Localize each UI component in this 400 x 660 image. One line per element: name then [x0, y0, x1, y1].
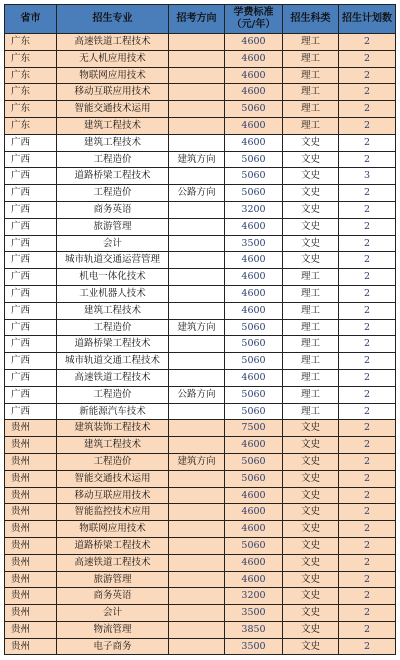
cell-plan: 2	[339, 369, 396, 386]
cell-direction	[169, 201, 225, 218]
cell-major: 工程造价	[57, 386, 169, 403]
cell-province: 贵州	[5, 420, 57, 437]
cell-category: 文史	[283, 420, 339, 437]
cell-plan: 2	[339, 67, 396, 84]
table-row	[5, 571, 396, 588]
cell-fee: 3500	[225, 605, 283, 622]
cell-province: 广西	[5, 269, 57, 286]
cell-fee: 4600	[225, 134, 283, 151]
cell-plan: 3	[339, 168, 396, 185]
cell-plan: 2	[339, 151, 396, 168]
cell-province: 广西	[5, 336, 57, 353]
cell-plan: 2	[339, 319, 396, 336]
cell-province: 贵州	[5, 571, 57, 588]
cell-plan: 2	[339, 117, 396, 134]
cell-direction	[169, 117, 225, 134]
cell-fee: 5060	[225, 537, 283, 554]
cell-province: 贵州	[5, 537, 57, 554]
cell-category: 文史	[283, 185, 339, 202]
cell-province: 贵州	[5, 605, 57, 622]
table-header	[5, 5, 396, 34]
cell-category: 理工	[283, 84, 339, 101]
cell-direction	[169, 134, 225, 151]
cell-category: 文史	[283, 201, 339, 218]
cell-province: 广西	[5, 252, 57, 269]
cell-direction	[169, 588, 225, 605]
cell-fee: 4600	[225, 67, 283, 84]
cell-direction	[169, 50, 225, 67]
table-row	[5, 638, 396, 655]
cell-plan: 2	[339, 437, 396, 454]
cell-major: 智能交通技术运用	[57, 470, 169, 487]
cell-plan: 2	[339, 353, 396, 370]
cell-plan: 2	[339, 403, 396, 420]
cell-fee: 4600	[225, 218, 283, 235]
cell-major: 物联网应用技术	[57, 67, 169, 84]
cell-category: 文史	[283, 134, 339, 151]
cell-fee: 4600	[225, 487, 283, 504]
cell-province: 贵州	[5, 554, 57, 571]
cell-major: 高速铁道工程技术	[57, 554, 169, 571]
cell-major: 道路桥梁工程技术	[57, 336, 169, 353]
cell-plan: 2	[339, 521, 396, 538]
cell-category: 文史	[283, 168, 339, 185]
cell-direction	[169, 67, 225, 84]
cell-province: 广西	[5, 353, 57, 370]
cell-direction	[169, 34, 225, 51]
cell-plan: 2	[339, 386, 396, 403]
cell-fee: 4600	[225, 504, 283, 521]
cell-major: 新能源汽车技术	[57, 403, 169, 420]
table-row	[5, 134, 396, 151]
cell-category: 理工	[283, 117, 339, 134]
cell-direction	[169, 252, 225, 269]
cell-province: 广西	[5, 386, 57, 403]
cell-major: 旅游管理	[57, 218, 169, 235]
cell-fee: 4600	[225, 50, 283, 67]
cell-category: 理工	[283, 285, 339, 302]
table-row	[5, 453, 396, 470]
cell-fee: 7500	[225, 420, 283, 437]
cell-province: 广西	[5, 319, 57, 336]
cell-direction: 公路方向	[169, 386, 225, 403]
cell-province: 广东	[5, 84, 57, 101]
cell-fee: 4600	[225, 369, 283, 386]
cell-category: 理工	[283, 369, 339, 386]
cell-fee: 5060	[225, 151, 283, 168]
cell-fee: 5060	[225, 386, 283, 403]
table-row	[5, 117, 396, 134]
cell-major: 道路桥梁工程技术	[57, 168, 169, 185]
cell-direction	[169, 369, 225, 386]
cell-province: 广西	[5, 201, 57, 218]
cell-direction	[169, 403, 225, 420]
cell-fee: 3850	[225, 621, 283, 638]
cell-category: 文史	[283, 621, 339, 638]
cell-direction	[169, 537, 225, 554]
cell-plan: 2	[339, 621, 396, 638]
table-row	[5, 621, 396, 638]
header-major: 招生专业	[57, 5, 169, 34]
cell-plan: 2	[339, 235, 396, 252]
cell-direction	[169, 235, 225, 252]
cell-plan: 2	[339, 34, 396, 51]
header-fee: 学费标准（元/年）	[225, 5, 283, 34]
cell-plan: 2	[339, 252, 396, 269]
cell-plan: 2	[339, 504, 396, 521]
cell-category: 文史	[283, 504, 339, 521]
cell-major: 旅游管理	[57, 571, 169, 588]
cell-category: 文史	[283, 638, 339, 655]
cell-major: 道路桥梁工程技术	[57, 537, 169, 554]
cell-category: 文史	[283, 588, 339, 605]
cell-plan: 2	[339, 285, 396, 302]
cell-category: 理工	[283, 67, 339, 84]
cell-fee: 5060	[225, 336, 283, 353]
cell-province: 广西	[5, 134, 57, 151]
table-row	[5, 437, 396, 454]
cell-category: 文史	[283, 235, 339, 252]
cell-direction	[169, 420, 225, 437]
cell-fee: 3500	[225, 638, 283, 655]
cell-category: 文史	[283, 605, 339, 622]
cell-category: 文史	[283, 453, 339, 470]
table-row	[5, 554, 396, 571]
cell-direction	[169, 84, 225, 101]
cell-plan: 2	[339, 487, 396, 504]
cell-category: 理工	[283, 336, 339, 353]
table-row	[5, 521, 396, 538]
cell-province: 广西	[5, 285, 57, 302]
cell-province: 贵州	[5, 621, 57, 638]
cell-fee: 4600	[225, 571, 283, 588]
cell-province: 广西	[5, 235, 57, 252]
cell-province: 广西	[5, 218, 57, 235]
cell-major: 物流管理	[57, 621, 169, 638]
table-row	[5, 185, 396, 202]
cell-category: 文史	[283, 554, 339, 571]
cell-category: 文史	[283, 537, 339, 554]
table-row	[5, 420, 396, 437]
cell-fee: 4600	[225, 84, 283, 101]
cell-fee: 5060	[225, 453, 283, 470]
table-row	[5, 386, 396, 403]
cell-category: 理工	[283, 302, 339, 319]
cell-major: 物联网应用技术	[57, 521, 169, 538]
cell-major: 工程造价	[57, 151, 169, 168]
cell-direction	[169, 621, 225, 638]
cell-category: 理工	[283, 386, 339, 403]
cell-major: 移动互联应用技术	[57, 487, 169, 504]
cell-fee: 3200	[225, 588, 283, 605]
cell-fee: 5060	[225, 185, 283, 202]
cell-province: 贵州	[5, 437, 57, 454]
cell-fee: 3500	[225, 235, 283, 252]
cell-fee: 4600	[225, 117, 283, 134]
table-row	[5, 269, 396, 286]
cell-direction: 公路方向	[169, 185, 225, 202]
table-row	[5, 403, 396, 420]
cell-direction	[169, 470, 225, 487]
cell-category: 文史	[283, 218, 339, 235]
cell-fee: 4600	[225, 34, 283, 51]
cell-category: 文史	[283, 252, 339, 269]
table-row	[5, 588, 396, 605]
table-body	[5, 34, 396, 655]
cell-plan: 2	[339, 101, 396, 118]
cell-direction: 建筑方向	[169, 151, 225, 168]
cell-major: 建筑工程技术	[57, 437, 169, 454]
cell-direction	[169, 218, 225, 235]
table-row	[5, 67, 396, 84]
cell-direction	[169, 571, 225, 588]
header-category: 招生科类	[283, 5, 339, 34]
cell-plan: 2	[339, 134, 396, 151]
cell-category: 文史	[283, 571, 339, 588]
cell-major: 机电一体化技术	[57, 269, 169, 286]
cell-major: 建筑装饰工程技术	[57, 420, 169, 437]
table-row	[5, 369, 396, 386]
cell-category: 理工	[283, 319, 339, 336]
cell-direction	[169, 302, 225, 319]
cell-direction	[169, 336, 225, 353]
cell-major: 工程造价	[57, 319, 169, 336]
cell-plan: 2	[339, 638, 396, 655]
cell-province: 广东	[5, 50, 57, 67]
cell-province: 广西	[5, 185, 57, 202]
cell-province: 贵州	[5, 588, 57, 605]
header-province: 省市	[5, 5, 57, 34]
cell-direction	[169, 605, 225, 622]
cell-province: 广西	[5, 302, 57, 319]
table-row	[5, 537, 396, 554]
admission-plan-table-container	[4, 4, 396, 655]
cell-category: 理工	[283, 353, 339, 370]
cell-direction	[169, 487, 225, 504]
cell-major: 商务英语	[57, 588, 169, 605]
cell-province: 贵州	[5, 487, 57, 504]
cell-direction	[169, 504, 225, 521]
cell-category: 文史	[283, 437, 339, 454]
cell-direction: 建筑方向	[169, 319, 225, 336]
cell-fee: 5060	[225, 403, 283, 420]
cell-category: 文史	[283, 521, 339, 538]
table-row	[5, 504, 396, 521]
cell-major: 城市轨道交通运营管理	[57, 252, 169, 269]
cell-direction	[169, 285, 225, 302]
cell-direction	[169, 638, 225, 655]
table-row	[5, 336, 396, 353]
table-row	[5, 470, 396, 487]
cell-major: 智能交通技术运用	[57, 101, 169, 118]
cell-direction	[169, 101, 225, 118]
cell-fee: 5060	[225, 319, 283, 336]
cell-category: 理工	[283, 101, 339, 118]
cell-province: 广西	[5, 168, 57, 185]
cell-major: 智能监控技术应用	[57, 504, 169, 521]
cell-direction	[169, 437, 225, 454]
cell-major: 商务英语	[57, 201, 169, 218]
cell-major: 移动互联应用技术	[57, 84, 169, 101]
cell-province: 贵州	[5, 470, 57, 487]
table-row	[5, 252, 396, 269]
table-row	[5, 605, 396, 622]
table-row	[5, 101, 396, 118]
table-row	[5, 34, 396, 51]
cell-fee: 4600	[225, 437, 283, 454]
cell-category: 文史	[283, 151, 339, 168]
cell-plan: 2	[339, 420, 396, 437]
header-plan: 招生计划数	[339, 5, 396, 34]
cell-plan: 2	[339, 571, 396, 588]
cell-plan: 2	[339, 470, 396, 487]
cell-fee: 5060	[225, 168, 283, 185]
cell-plan: 2	[339, 269, 396, 286]
cell-province: 广西	[5, 151, 57, 168]
cell-major: 高速铁道工程技术	[57, 369, 169, 386]
table-row	[5, 319, 396, 336]
cell-fee: 4600	[225, 302, 283, 319]
table-row	[5, 201, 396, 218]
cell-category: 文史	[283, 487, 339, 504]
cell-province: 贵州	[5, 504, 57, 521]
table-row	[5, 84, 396, 101]
table-row	[5, 151, 396, 168]
cell-plan: 2	[339, 185, 396, 202]
table-row	[5, 235, 396, 252]
cell-plan: 2	[339, 302, 396, 319]
cell-province: 广东	[5, 117, 57, 134]
cell-fee: 5060	[225, 470, 283, 487]
cell-plan: 2	[339, 588, 396, 605]
cell-province: 广东	[5, 67, 57, 84]
cell-plan: 2	[339, 50, 396, 67]
cell-plan: 2	[339, 201, 396, 218]
cell-direction	[169, 353, 225, 370]
table-row	[5, 487, 396, 504]
cell-plan: 2	[339, 218, 396, 235]
cell-direction	[169, 168, 225, 185]
cell-province: 贵州	[5, 638, 57, 655]
cell-major: 电子商务	[57, 638, 169, 655]
table-row	[5, 302, 396, 319]
cell-fee: 4600	[225, 285, 283, 302]
cell-direction	[169, 521, 225, 538]
table-row	[5, 353, 396, 370]
cell-major: 城市轨道交通工程技术	[57, 353, 169, 370]
cell-province: 广东	[5, 34, 57, 51]
cell-plan: 2	[339, 84, 396, 101]
cell-plan: 2	[339, 554, 396, 571]
cell-plan: 2	[339, 605, 396, 622]
cell-category: 理工	[283, 50, 339, 67]
cell-direction	[169, 269, 225, 286]
cell-province: 广西	[5, 403, 57, 420]
cell-major: 工程造价	[57, 453, 169, 470]
cell-fee: 3200	[225, 201, 283, 218]
cell-plan: 2	[339, 453, 396, 470]
cell-fee: 4600	[225, 269, 283, 286]
cell-fee: 4600	[225, 252, 283, 269]
cell-province: 广西	[5, 369, 57, 386]
cell-category: 理工	[283, 403, 339, 420]
cell-major: 无人机应用技术	[57, 50, 169, 67]
cell-category: 理工	[283, 34, 339, 51]
cell-direction	[169, 554, 225, 571]
table-row	[5, 285, 396, 302]
cell-major: 会计	[57, 605, 169, 622]
cell-major: 会计	[57, 235, 169, 252]
cell-major: 高速铁道工程技术	[57, 34, 169, 51]
cell-fee: 4600	[225, 521, 283, 538]
cell-major: 工业机器人技术	[57, 285, 169, 302]
cell-province: 贵州	[5, 453, 57, 470]
cell-province: 贵州	[5, 521, 57, 538]
header-direction: 招考方向	[169, 5, 225, 34]
cell-major: 建筑工程技术	[57, 302, 169, 319]
cell-province: 广东	[5, 101, 57, 118]
cell-plan: 2	[339, 336, 396, 353]
admission-plan-table	[4, 4, 396, 655]
cell-direction: 建筑方向	[169, 453, 225, 470]
cell-major: 建筑工程技术	[57, 117, 169, 134]
cell-fee: 5060	[225, 353, 283, 370]
cell-category: 理工	[283, 269, 339, 286]
cell-plan: 2	[339, 537, 396, 554]
table-row	[5, 168, 396, 185]
table-row	[5, 218, 396, 235]
cell-category: 文史	[283, 470, 339, 487]
cell-fee: 5060	[225, 101, 283, 118]
header-row	[5, 5, 396, 34]
cell-fee: 4600	[225, 554, 283, 571]
cell-major: 工程造价	[57, 185, 169, 202]
cell-major: 建筑工程技术	[57, 134, 169, 151]
table-row	[5, 50, 396, 67]
